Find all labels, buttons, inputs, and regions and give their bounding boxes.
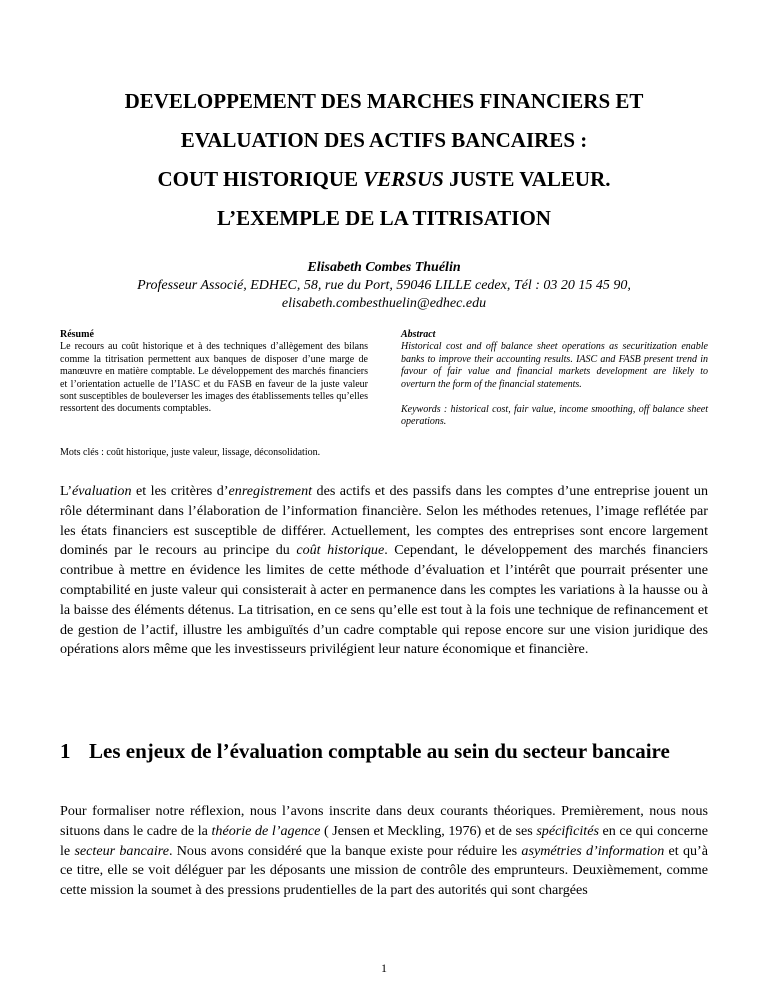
author-name: Elisabeth Combes Thuélin <box>307 260 461 275</box>
resume-text: Le recours au coût historique et à des techniques d’allègement des bilans comme la titrisation permettent aux banques de disposer d’une marge de manœuvre en matière comptable. Le développement des marchés financiers et l’orientation actuelle de l’IASC et du FASB en faveur de la juste valeur sont susceptibles de bouleverser les images des établissements telles qu’elles ressortent des documents comptables. <box>60 341 368 415</box>
paper-title <box>60 82 708 238</box>
section-paragraph: Pour formaliser notre réflexion, nous l’avons inscrite dans deux courants théoriques. Premièrement, nous nous situons dans le cadre de la théorie de l’agence ( Jensen et Meckling, 1976) et de ses spécificités en ce qui concerne le secteur bancaire. Nous avons considéré que la banque existe pour réduire les asymétries d’information et qu’à ce titre, elle se voit déléguer par les déposants une mission de contrôle des emprunteurs. Deuxièmement, comme cette mission la soumet à des pressions prudentielles de la part des autorités qui sont chargées <box>60 803 708 899</box>
author-block <box>40 259 728 313</box>
title-line: L’EXEMPLE DE LA TITRISATION <box>217 206 551 230</box>
abstract-keywords: Keywords : historical cost, fair value, income smoothing, off balance sheet operations. <box>401 404 708 428</box>
intro-paragraph: L’évaluation et les critères d’enregistrement des actifs et des passifs dans les comptes d’une entreprise jouent un rôle déterminant dans l’élaboration de l’information financière. Selon les méthodes retenues, l’image reflétée par les états financiers est susceptible de différer. Actuellement, les comptes des entreprises sont encore largement dominés par le recours au principe du coût historique. Cependant, le développement des marchés financiers contribue à mettre en évidence les limites de cette méthode d’évaluation et l’intérêt que pourrait présenter une comptabilité en juste valeur qui consisterait à acter en permanence dans les comptes les variations à la hausse ou à la baisse des éléments détenus. La titrisation, en ce sens qu’elle est tout à la fois une technique de refinancement et de gestion de l’actif, illustre les ambiguïtés d’un cadre comptable qui repose encore sur une vision juridique des opérations alors même que les investisseurs privilégient leur nature économique et financière. <box>60 483 708 658</box>
section-title: Les enjeux de l’évaluation comptable au sein du secteur bancaire <box>89 739 670 763</box>
title-line: DEVELOPPEMENT DES MARCHES FINANCIERS ET <box>124 89 644 113</box>
author-email: elisabeth.combesthuelin@edhec.edu <box>281 296 487 311</box>
abstract-column <box>401 329 708 429</box>
page-number: 1 <box>381 961 387 975</box>
title-line: COUT HISTORIQUE VERSUS JUSTE VALEUR. <box>157 167 611 191</box>
author-affiliation: Professeur Associé, EDHEC, 58, rue du Port, 59046 LILLE cedex, Tél : 03 20 15 45 90, <box>137 278 631 293</box>
resume-heading: Résumé <box>60 329 94 340</box>
section-number: 1 <box>60 739 71 763</box>
abstract-heading: Abstract <box>401 329 436 340</box>
abstract-text: Historical cost and off balance sheet operations as securitization enable banks to improve their accounting results. IASC and FASB present trend in favour of fair value and financial markets development are likely to overturn the form of the financial statements. <box>401 341 708 390</box>
resume-keywords: Mots clés : coût historique, juste valeur, lissage, déconsolidation. <box>60 447 321 458</box>
resume-column <box>60 329 368 416</box>
title-line: EVALUATION DES ACTIFS BANCAIRES : <box>180 128 588 152</box>
